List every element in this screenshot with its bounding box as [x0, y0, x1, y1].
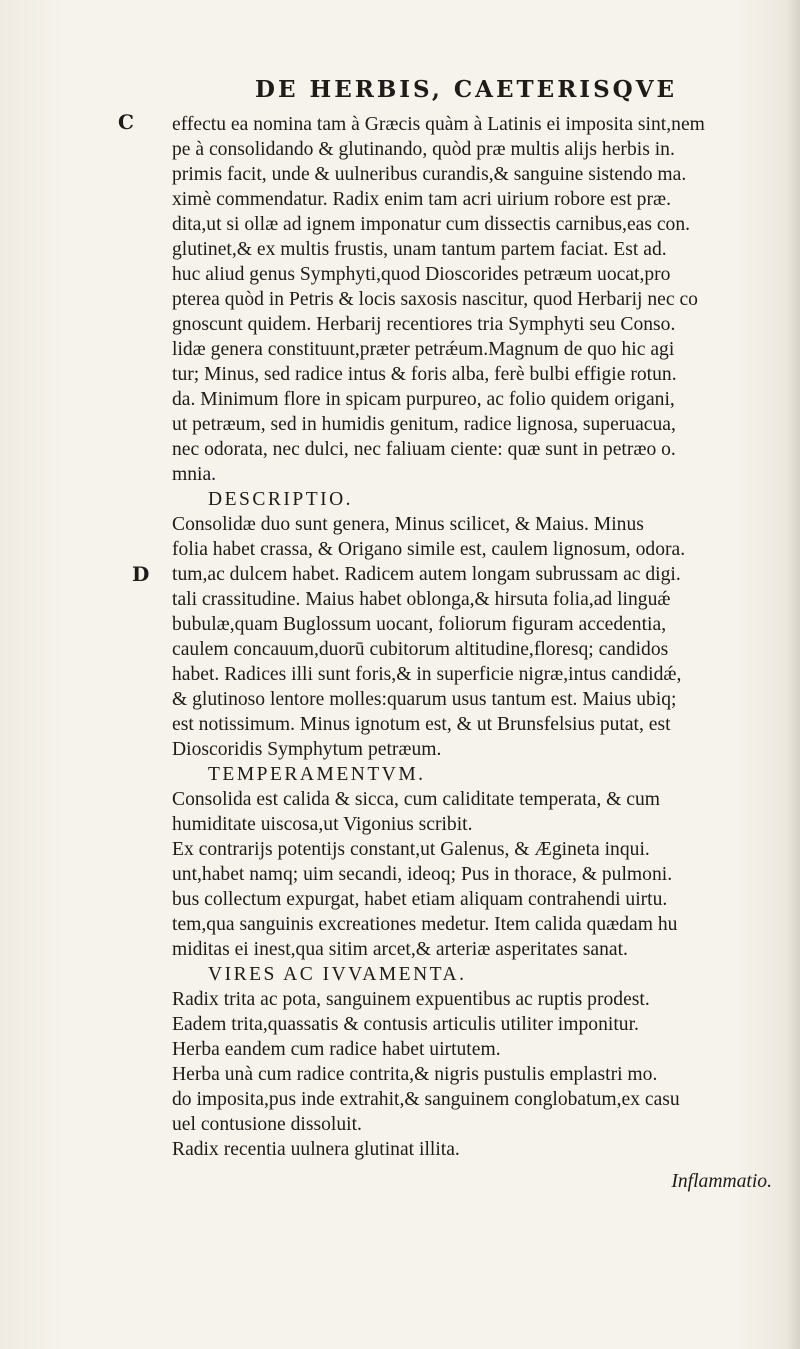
text-line: Dioscoridis Symphytum petræum. [172, 739, 442, 760]
text-line: Herba unà cum radice contrita,& nigris pustulis emplastri mo. [172, 1064, 658, 1085]
text-line: ut petræum, sed in humidis genitum, radice lignosa, superuacua, [172, 414, 676, 435]
text-line: bubulæ,quam Buglossum uocant, foliorum figuram accedentia, [172, 614, 667, 635]
text-line: habet. Radices illi sunt foris,& in superficie nigræ,intus candidǽ, [172, 664, 682, 685]
margin-letter-c: C [118, 110, 134, 134]
margin-letter-d: D [132, 562, 150, 586]
text-line: caulem concauum,duorū cubitorum altitudine,floresq; candidos [172, 639, 669, 660]
text-line: Herba eandem cum radice habet uirtutem. [172, 1039, 501, 1060]
text-line: ximè commendatur. Radix enim tam acri uirium robore est præ. [172, 189, 671, 210]
text-line: Eadem trita,quassatis & contusis articulis utiliter imponitur. [172, 1014, 639, 1035]
text-line: nec odorata, nec dulci, nec faliuam ciente: quæ sunt in petræo o. [172, 439, 676, 460]
text-line: miditas ei inest,qua sitim arcet,& arteriæ asperitates sanat. [172, 939, 628, 960]
text-line: folia habet crassa, & Origano simile est, caulem lignosum, odora. [172, 539, 686, 560]
text-line: gnoscunt quidem. Herbarij recentiores tria Symphyti seu Conso. [172, 314, 676, 335]
text-line: pterea quòd in Petris & locis saxosis nascitur, quod Herbarij nec co [172, 289, 698, 310]
text-line: humiditate uiscosa,ut Vigonius scribit. [172, 814, 473, 835]
text-line: do imposita,pus inde extrahit,& sanguinem conglobatum,ex casu [172, 1089, 680, 1110]
text-line: & glutinoso lentore molles:quarum usus tantum est. Maius ubiq; [172, 689, 677, 710]
body-text [172, 112, 796, 1202]
text-line: tali crassitudine. Maius habet oblonga,& hirsuta folia,ad linguǽ [172, 589, 671, 610]
text-line: da. Minimum flore in spicam purpureo, ac folio quidem origani, [172, 389, 675, 410]
running-head: DE HERBIS, CAETERISQVE [255, 76, 678, 103]
text-line: tur; Minus, sed radice intus & foris alba, ferè bulbi effigie rotun. [172, 364, 677, 385]
text-line: effectu ea nomina tam à Græcis quàm à Latinis ei imposita sint,nem [172, 114, 705, 135]
text-line: tem,qua sanguinis excreationes medetur. Item calida quædam hu [172, 914, 678, 935]
text-line: huc aliud genus Symphyti,quod Dioscorides petræum uocat,pro [172, 264, 671, 285]
text-line: bus collectum expurgat, habet etiam aliquam contrahendi uirtu. [172, 889, 668, 910]
section-heading-descriptio: DESCRIPTIO. [208, 489, 354, 510]
text-line: primis facit, unde & uulneribus curandis,& sanguine sistendo ma. [172, 164, 687, 185]
text-line: uel contusione dissoluit. [172, 1114, 362, 1135]
text-line: Consolidæ duo sunt genera, Minus scilicet, & Maius. Minus [172, 514, 644, 535]
text-line: est notissimum. Minus ignotum est, & ut Brunsfelsius putat, est [172, 714, 671, 735]
text-line: Radix recentia uulnera glutinat illita. [172, 1139, 460, 1160]
text-line: lidæ genera constituunt,præter petrǽum.Magnum de quo hic agi [172, 339, 675, 360]
text-line: dita,ut si ollæ ad ignem imponatur cum dissectis carnibus,eas con. [172, 214, 691, 235]
text-line: unt,habet namq; uim secandi, ideoq; Pus in thorace, & pulmoni. [172, 864, 673, 885]
text-line: Ex contrarijs potentijs constant,ut Galenus, & Ægineta inqui. [172, 839, 650, 860]
text-line: tum,ac dulcem habet. Radicem autem longam subrussam ac digi. [172, 564, 681, 585]
text-line: glutinet,& ex multis frustis, unam tantum partem faciat. Est ad. [172, 239, 667, 260]
catchword: Inflammatio. [671, 1171, 772, 1192]
text-line: pe à consolidando & glutinando, quòd præ multis alijs herbis in. [172, 139, 675, 160]
text-line: Consolida est calida & sicca, cum caliditate temperata, & cum [172, 789, 661, 810]
text-line: mnia. [172, 464, 217, 485]
section-heading-temperamentum: TEMPERAMENTVM. [208, 764, 426, 785]
section-heading-vires: VIRES AC IVVAMENTA. [208, 964, 467, 985]
text-line: Radix trita ac pota, sanguinem expuentibus ac ruptis prodest. [172, 989, 650, 1010]
